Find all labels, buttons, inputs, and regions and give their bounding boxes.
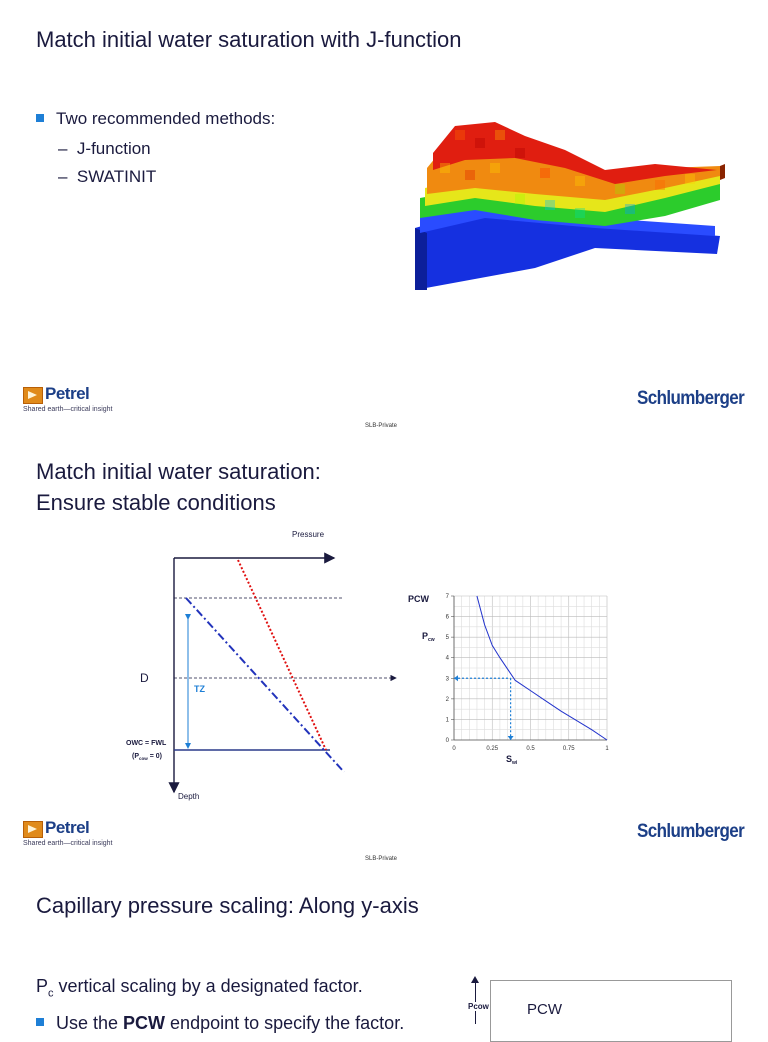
y-tick-label: 1 — [445, 717, 449, 724]
slide-1: Match initial water saturation with J-function Two recommended methods: – J-function – SWATINIT Petrel Shared earth—critical insight Schlumberger SLB-Private — [0, 0, 768, 440]
petrel-logo-icon — [23, 821, 43, 838]
scaling-description: $P_c$ vertical scaling by a designated factor. — [36, 976, 363, 1000]
oil-gradient-line — [238, 560, 326, 750]
pcow-axis-arrowhead-icon — [471, 976, 479, 983]
sub-item-jfunction: – J-function — [58, 139, 151, 158]
y-tick-label: 2 — [445, 696, 449, 703]
y-tick-label: 3 — [445, 676, 449, 683]
y-axis-label-pcw: PCW — [408, 594, 429, 604]
pressure-depth-diagram — [120, 522, 410, 802]
pcow-axis-arrow-icon — [475, 978, 476, 1024]
classification-label: SLB-Private — [365, 856, 398, 862]
slide-title: Capillary pressure scaling: Along y-axis — [36, 893, 419, 918]
x-tick-label: 0.25 — [486, 746, 499, 752]
pcw-figure-box — [490, 980, 732, 1042]
water-gradient-line — [186, 598, 344, 772]
bullet-pcw-endpoint: Use the PCW endpoint to specify the factor. — [36, 1013, 404, 1034]
pcow-label: $(P_{cow} = 0)$ — [132, 753, 162, 761]
y-tick-label: 0 — [445, 738, 449, 744]
slide-2: Match initial water saturation: Ensure stable conditions Pressure Depth D OWC = FWL $(P_{cow} = 0)$ TZ PCW $P_{cw}$ $S_{wi}$ 0 1 2 3 4 5 6 7 0 0.25 0.5 0.75 1 Petrel Shared earth—critical insight Schlumberger SLB-Private — [0, 440, 768, 870]
bullet-methods: Two recommended methods: — [36, 109, 275, 129]
company-logo: Schlumberger — [637, 386, 745, 409]
bullet-square-icon — [36, 1018, 44, 1026]
saturation-model-image — [365, 108, 750, 298]
pcow-axis-label: Pcow — [468, 1002, 489, 1011]
slide-3 — [0, 870, 768, 1033]
classification-label: SLB-Private — [365, 423, 398, 429]
company-logo: Schlumberger — [637, 819, 745, 842]
pressure-axis-label: Pressure — [292, 530, 325, 539]
sub-item-swatinit: – SWATINIT — [58, 167, 157, 186]
depth-axis-label: Depth — [178, 792, 200, 801]
pc-chart — [402, 588, 622, 768]
pcw-box-label: PCW — [527, 1001, 562, 1018]
y-tick-label: 7 — [445, 594, 449, 600]
x-tick-label: 0.75 — [562, 746, 575, 752]
marker-arrowhead-icon — [454, 675, 458, 681]
tz-label: TZ — [194, 684, 205, 694]
slide-title-line2: Ensure stable conditions — [36, 490, 276, 515]
d-label: D — [140, 671, 149, 685]
x-tick-label: 0 — [452, 746, 456, 752]
bullet-square-icon — [36, 114, 44, 122]
petrel-logo-icon — [23, 387, 43, 404]
y-axis-label-pc: $P_{cw}$ — [422, 631, 435, 643]
owc-label: OWC = FWL — [126, 740, 167, 747]
y-tick-label: 6 — [445, 614, 449, 621]
marker-arrowhead-icon — [508, 736, 514, 740]
slide-title: Match initial water saturation with J-function — [36, 27, 462, 52]
x-axis-label-swi: $S_{wi}$ — [506, 754, 518, 766]
y-tick-label: 5 — [445, 635, 449, 642]
x-tick-label: 0.5 — [526, 746, 535, 752]
x-tick-label: 1 — [605, 746, 609, 752]
y-tick-label: 4 — [445, 655, 449, 662]
slide-title-line1: Match initial water saturation: — [36, 459, 321, 484]
